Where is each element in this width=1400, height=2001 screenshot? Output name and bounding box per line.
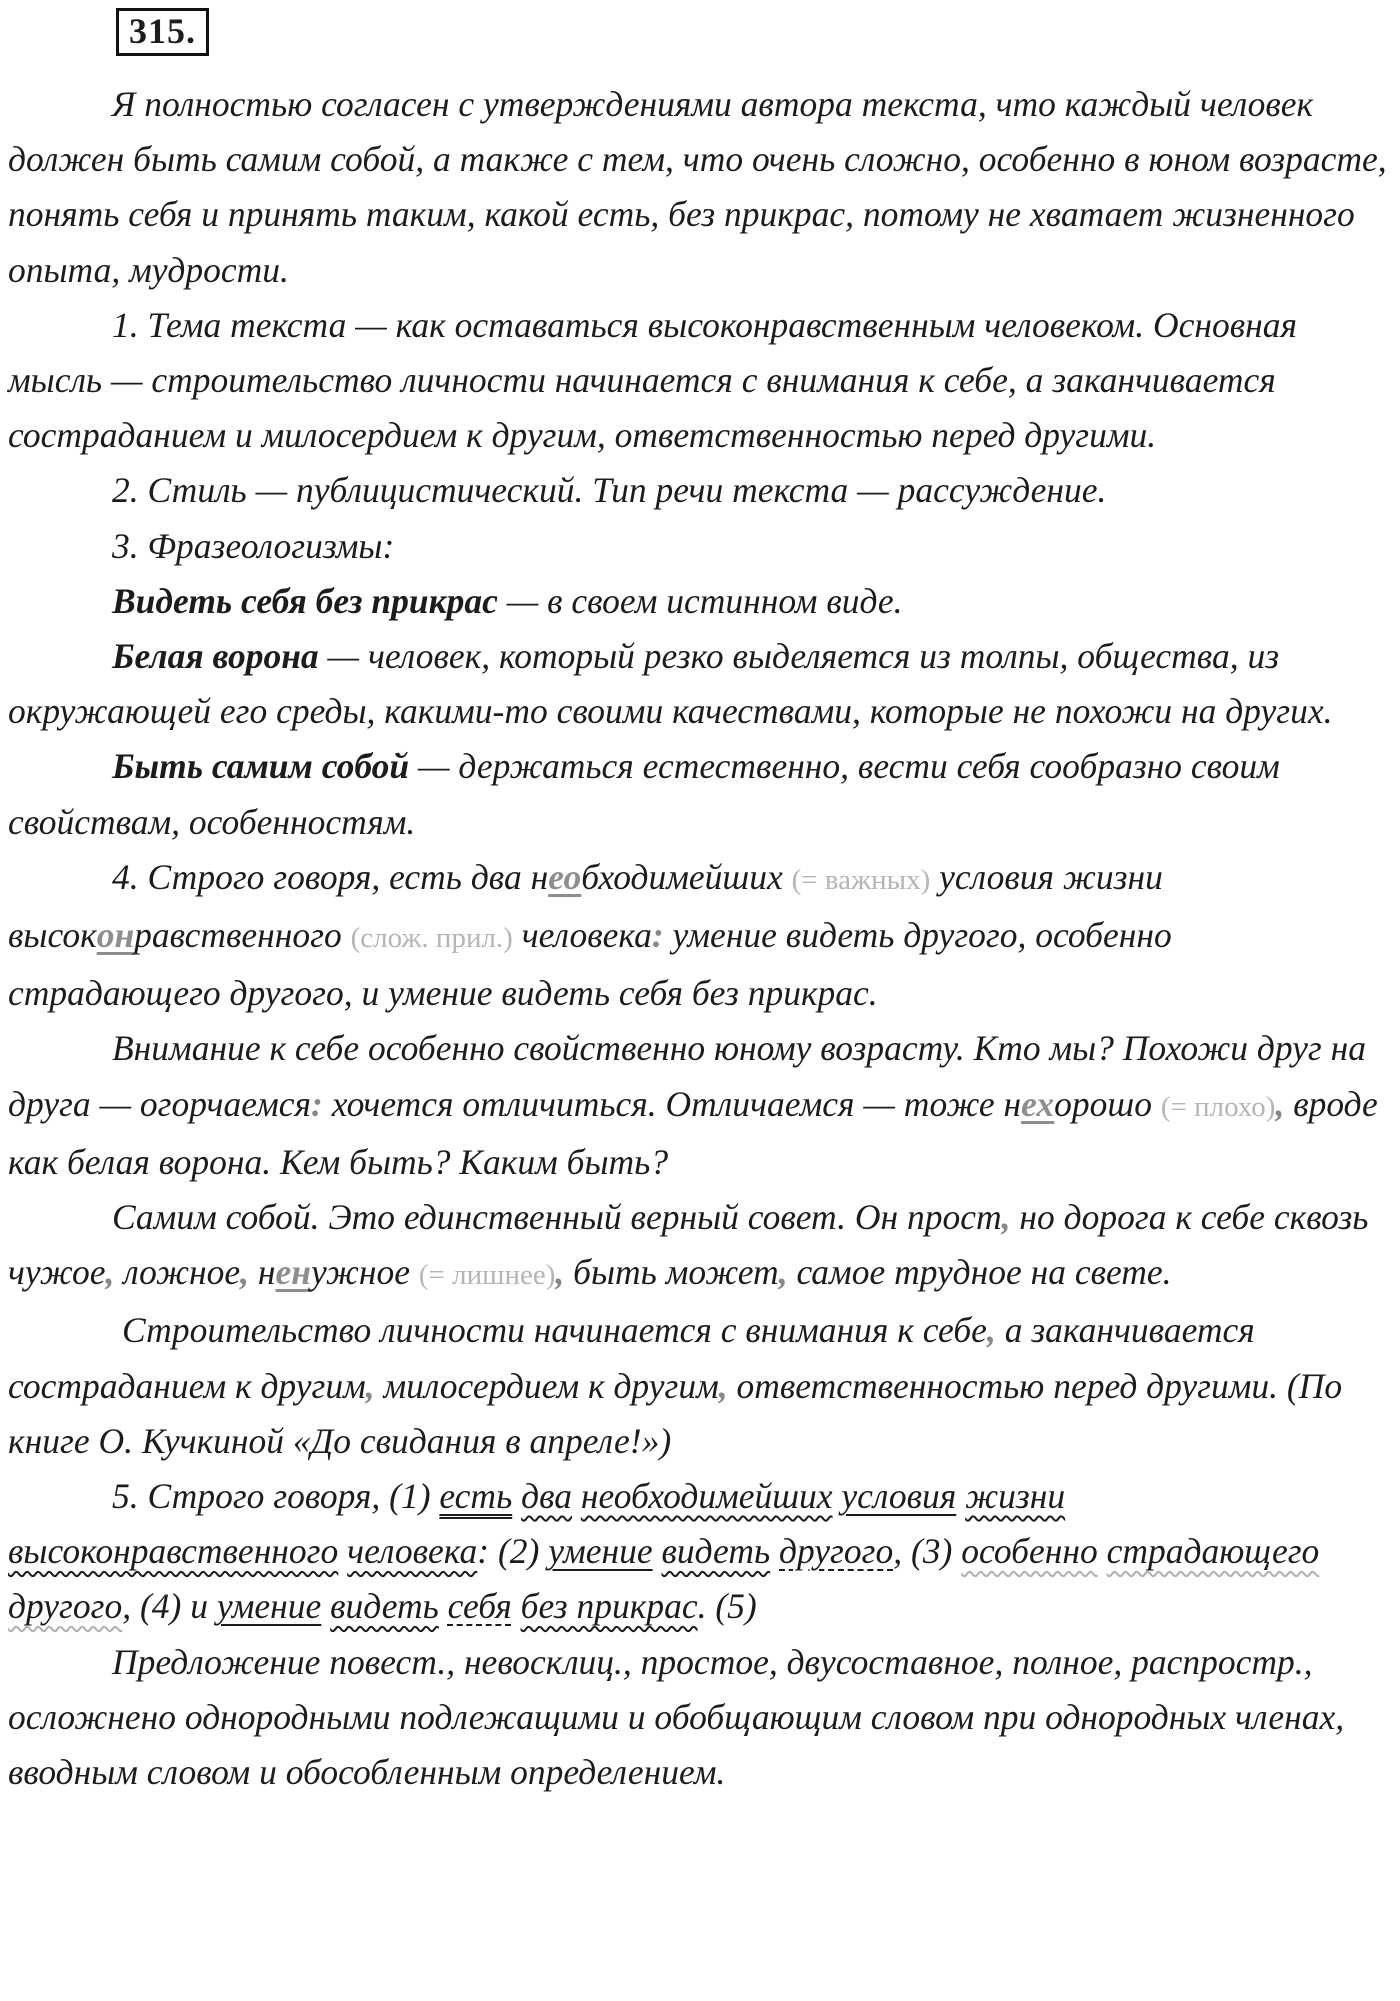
punctuation-mark: , bbox=[365, 1365, 375, 1406]
text-paragraph-4 bbox=[8, 1303, 1393, 1469]
item-1-theme: 1. Тема текста — как оставаться высоконравственным человеком. Основная мысль — строительство личности начинается с внимания к себе, а заканчивается состраданием и милосердием к другим, ответственностью перед другими. bbox=[8, 304, 1297, 456]
text-run: равственного bbox=[134, 915, 351, 956]
text-run: хочется отличиться. Отличаемся — тоже н bbox=[322, 1083, 1022, 1124]
idiom-definition: — держаться естественно, вести себя сообразно своим свойствам, особенностям. bbox=[8, 746, 1280, 842]
text-run: но дорога к себе сквозь чужое bbox=[8, 1197, 1369, 1293]
gloss: (= плохо) bbox=[1160, 1090, 1276, 1123]
item-4-paragraph bbox=[8, 850, 1393, 1022]
object-word: себя bbox=[447, 1586, 512, 1627]
gloss: (= важных) bbox=[791, 863, 931, 896]
text-run: н bbox=[249, 1252, 276, 1293]
spelling-mark: он bbox=[96, 915, 135, 956]
text-run: Строительство личности начинается с внимания к себе bbox=[122, 1310, 987, 1351]
punctuation-mark: , bbox=[778, 1252, 788, 1293]
text-run: ложное bbox=[114, 1252, 241, 1293]
text-run: условия жизни высок bbox=[8, 856, 1163, 956]
text-run: милосердием к другим bbox=[374, 1365, 719, 1406]
attribute-word: видеть bbox=[661, 1531, 771, 1572]
attribute-word: жизни bbox=[965, 1476, 1066, 1517]
attribute-word: страдающего bbox=[1106, 1531, 1320, 1572]
idiom-definition: — человек, который резко выделяется из толпы, общества, из окружающей его среды, какими-то своими качествами, которые не похожи на других. bbox=[8, 636, 1333, 732]
idiom-term: Видеть себя без прикрас bbox=[112, 580, 498, 621]
text-paragraph-2 bbox=[8, 1021, 1393, 1190]
text-run: , (3) bbox=[893, 1531, 962, 1572]
idiom-entry bbox=[8, 574, 1393, 629]
solution-text bbox=[8, 77, 1393, 1800]
attribute-word: другого bbox=[8, 1586, 123, 1627]
punctuation-mark: , bbox=[986, 1310, 996, 1351]
text-run: быть может bbox=[564, 1252, 779, 1293]
text-run: Внимание к себе особенно свойственно юному возрасту. Кто мы? Похожи друг на друга — огорчаемся bbox=[8, 1028, 1366, 1124]
text-run: самое трудное на свете. bbox=[787, 1252, 1172, 1293]
punctuation-mark: , bbox=[1001, 1197, 1011, 1238]
text-run: ужное bbox=[310, 1252, 419, 1293]
text-run: а заканчивается состраданием к другим bbox=[8, 1310, 1255, 1406]
spelling-mark: ех bbox=[1021, 1083, 1055, 1124]
text-run: человека bbox=[512, 915, 652, 956]
attribute-word: без прикрас bbox=[520, 1586, 698, 1627]
item-2-style: 2. Стиль — публицистический. Тип речи текста — рассуждение. bbox=[112, 470, 1107, 511]
punctuation-mark: , bbox=[718, 1365, 728, 1406]
punctuation-mark: : bbox=[311, 1083, 323, 1124]
attribute-word: человека bbox=[347, 1531, 478, 1572]
idiom-term: Быть самим собой bbox=[112, 746, 410, 787]
subject-word: умение bbox=[548, 1531, 653, 1572]
idiom-definition: — в своем истинном виде. bbox=[506, 580, 903, 621]
text-run: , (4) и bbox=[122, 1586, 217, 1627]
attribute-word: необходимейших bbox=[580, 1476, 833, 1517]
idiom-term: Белая ворона bbox=[112, 636, 319, 677]
punctuation-mark: , bbox=[105, 1252, 115, 1293]
idiom-entry bbox=[8, 629, 1393, 739]
text-run: 4. Строго говоря, есть два н bbox=[112, 856, 549, 897]
subject-word: умение bbox=[216, 1586, 322, 1627]
punctuation-mark: : bbox=[651, 915, 664, 956]
gloss: (слож. прил.) bbox=[350, 922, 513, 955]
attribute-word: высоконравственного bbox=[8, 1531, 339, 1572]
punctuation-mark: , bbox=[1275, 1083, 1285, 1124]
subject-word: условия bbox=[841, 1476, 957, 1517]
numeral-word: два bbox=[521, 1476, 572, 1517]
text-run: 5. Строго говоря, (1) bbox=[112, 1476, 440, 1517]
spelling-mark: ео bbox=[548, 856, 582, 897]
text-run: умение видеть другого, особенно страдающего другого, и умение видеть себя без прикрас. bbox=[8, 915, 1172, 1014]
exercise-number: 315. bbox=[116, 8, 209, 56]
punctuation-mark: , bbox=[240, 1252, 249, 1293]
item-3-heading: 3. Фразеологизмы: bbox=[112, 525, 395, 566]
attribute-word: видеть bbox=[330, 1586, 439, 1627]
idiom-entry bbox=[8, 739, 1393, 849]
text-run: : (2) bbox=[477, 1531, 549, 1572]
text-run: . (5) bbox=[697, 1586, 757, 1627]
text-run: ответственностью перед другими. (По книге О. Кучкиной «До свидания в апреле!») bbox=[8, 1365, 1343, 1461]
gloss: (= лишнее) bbox=[418, 1259, 556, 1292]
item-5-parsed-sentence bbox=[8, 1469, 1393, 1635]
text-run: Самим собой. Это единственный верный совет. Он прост bbox=[112, 1197, 1002, 1238]
object-word: другого bbox=[779, 1531, 894, 1572]
punctuation-mark: , bbox=[555, 1252, 565, 1293]
spelling-mark: ен bbox=[275, 1252, 311, 1293]
text-paragraph-3 bbox=[8, 1190, 1393, 1303]
text-run: орошо bbox=[1054, 1083, 1161, 1124]
sentence-analysis: Предложение повест., невосклиц., простое, двусоставное, полное, распростр., осложнено однородными подлежащими и обобщающим словом при однородных членах, вводным словом и обособленным определением. bbox=[8, 1641, 1345, 1793]
text-run: бходимейших bbox=[581, 856, 792, 897]
predicate-word: есть bbox=[439, 1476, 513, 1517]
attribute-word: особенно bbox=[961, 1531, 1098, 1572]
text-run: вроде как белая ворона. Кем быть? Каким быть? bbox=[8, 1083, 1378, 1182]
opening-paragraph: Я полностью согласен с утверждениями автора текста, что каждый человек должен быть самим собой, а также с тем, что очень сложно, особенно в юном возрасте, понять себя и принять таким, какой есть, без прикрас, потому не хватает жизненного опыта, мудрости. bbox=[8, 84, 1387, 290]
